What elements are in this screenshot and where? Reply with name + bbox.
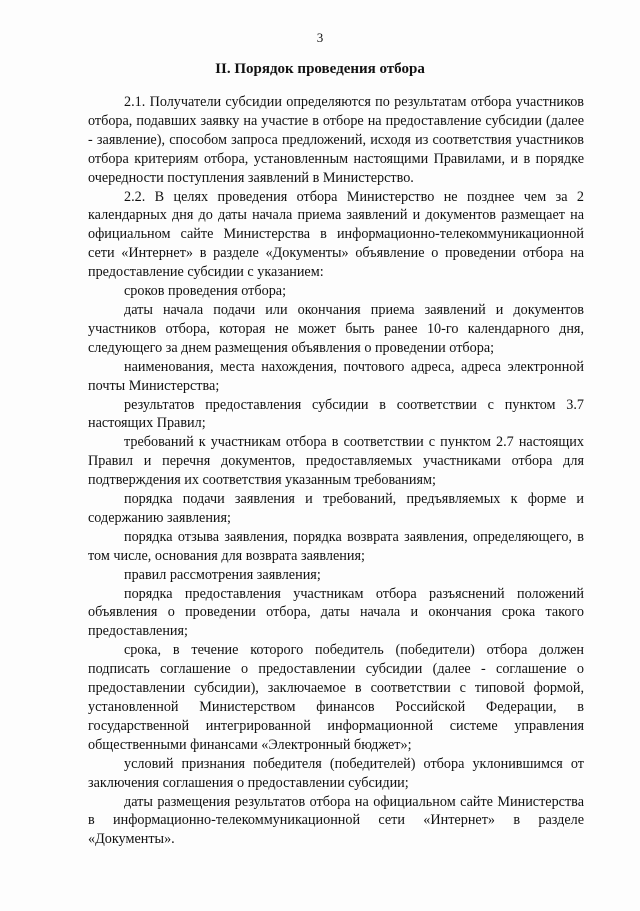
list-item-dates: даты начала подачи или окончания приема заявлений и документов участников отбора, которая не может быть ранее 10-го календарного дня, следующего за днем размещения объявления о проведении отбора; [88, 301, 584, 356]
list-item-evasion-conditions: условий признания победителя (победителей) отбора уклонившимся от заключения соглашения о предоставлении субсидии; [88, 755, 584, 791]
paragraph-2-2: 2.2. В целях проведения отбора Министерство не позднее чем за 2 календарных дня до даты начала приема заявлений и документов размещает на официальном сайте Министерства в информационно-телекоммуникационной сети «Интернет» в разделе «Документы» объявление о проведении отбора на предоставление субсидии с указанием: [88, 188, 584, 281]
list-item-requirements: требований к участникам отбора в соответствии с пунктом 2.7 настоящих Правил и перечня документов, предоставляемых участниками отбора для подтверждения их соответствия указанным требованиям; [88, 434, 584, 489]
list-item-clarifications: порядка предоставления участникам отбора разъяснений положений объявления о проведении отбора, даты начала и окончания срока такого предоставления; [88, 585, 584, 640]
list-item-review-rules: правил рассмотрения заявления; [124, 566, 321, 583]
document-body [88, 93, 584, 849]
list-item-withdrawal-order: порядка отзыва заявления, порядка возврата заявления, определяющего, в том числе, основания для возврата заявления; [88, 528, 584, 564]
paragraph-2-1: 2.1. Получатели субсидии определяются по результатам отбора участников отбора, подавших заявку на участие в отборе на предоставление субсидии (далее - заявление), способом запроса предложений, исходя из соответствия участников отбора критериям отбора, установленным настоящими Правилами, и в порядке очередности поступления заявлений в Министерство. [88, 94, 584, 186]
list-item-deadlines: сроков проведения отбора; [124, 283, 287, 300]
list-item-agreement-term: срока, в течение которого победитель (победители) отбора должен подписать соглашение о предоставлении субсидии (далее - соглашение о предоставлении субсидии), заключаемое в соответствии с типовой формой, установленной Министерством финансов Российской Федерации, в государственной интегрированной информационной системе управления общественными финансами «Электронный бюджет»; [88, 642, 584, 753]
list-item-ministry-address: наименования, места нахождения, почтового адреса, адреса электронной почты Министерства; [88, 358, 584, 394]
list-item-results: результатов предоставления субсидии в соответствии с пунктом 3.7 настоящих Правил; [88, 396, 584, 432]
list-item-results-publication: даты размещения результатов отбора на официальном сайте Министерства в информационно-телекоммуникационной сети «Интернет» в разделе «Документы». [88, 793, 584, 848]
page-number: 3 [316, 30, 324, 45]
list-item-submission-order: порядка подачи заявления и требований, предъявляемых к форме и содержанию заявления; [88, 491, 584, 526]
section-title: II. Порядок проведения отбора [215, 61, 425, 77]
